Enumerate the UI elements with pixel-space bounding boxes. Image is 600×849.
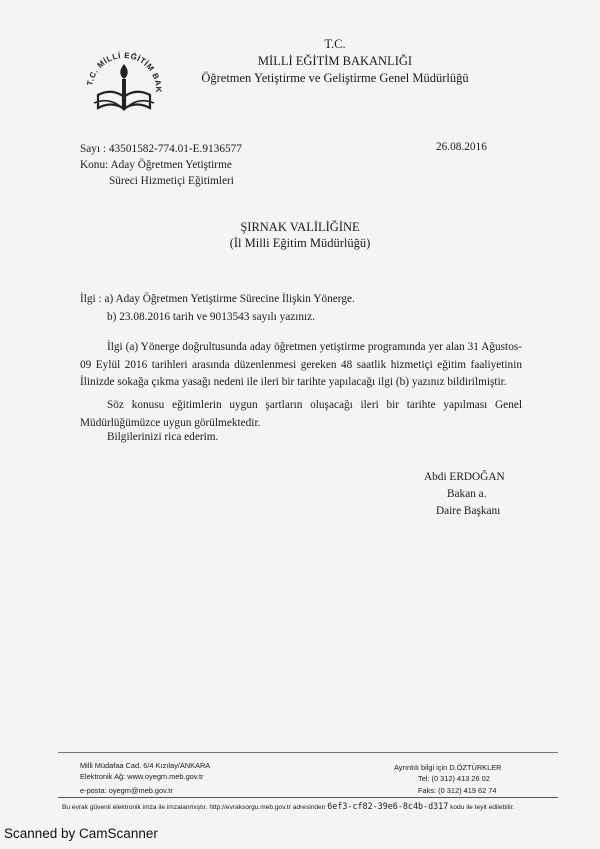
footer-email: e-posta: oyegm@meb.gov.tr (80, 786, 173, 795)
scanner-watermark: Scanned by CamScanner (4, 826, 158, 841)
letterhead-directorate: Öğretmen Yetiştirme ve Geliştirme Genel Müdürlüğü (201, 71, 469, 85)
reference-b: b) 23.08.2016 tarih ve 9013543 sayılı yazınız. (107, 311, 316, 323)
footer-network: Elektronik Ağ: www.oyegm.meb.gov.tr (80, 772, 204, 781)
recipient-line-1: ŞIRNAK VALİLİĞİNE (240, 220, 360, 234)
subject-line-1: Konu: Aday Öğretmen Yetiştirme (80, 159, 232, 171)
recipient-line-2: (İl Milli Eğitim Müdürlüğü) (229, 236, 371, 250)
footer-address: Milli Müdafaa Cad. 6/4 Kızılay/ANKARA (80, 761, 211, 770)
verification-line (62, 801, 514, 813)
footer-contact: Ayrıntılı bilgi için D.ÖZTÜRKLER (394, 763, 502, 772)
verification-prefix: Bu evrak güvenli elektronik imza ile imzalanmıştır. http://evraksorgu.meb.gov.tr adresinden (62, 804, 326, 811)
verification-suffix: kodu ile teyit edilebilir. (450, 804, 515, 811)
footer-divider (58, 752, 558, 753)
verification-code: 6ef3-cf82-39e6-8c4b-d317 (327, 801, 449, 811)
logo-ring-text: T.C. MİLLİ EĞİTİM BAK (85, 50, 164, 94)
subject-line-2: Süreci Hizmetiçi Eğitimleri (109, 175, 234, 187)
document-date: 26.08.2016 (436, 141, 487, 153)
signer-name: Abdi ERDOĞAN (424, 471, 505, 483)
body-paragraph-2: Söz konusu eğitimlerin uygun şartların oluşacağı ileri bir tarihte yapılması Genel Müdürlüğümüzce uygun görülmektedir. (80, 399, 522, 429)
body-paragraph-3: Bilgilerinizi rica ederim. (107, 431, 219, 443)
footer-fax: Faks: (0 312) 419 62 74 (418, 786, 497, 795)
signer-title-2: Daire Başkanı (436, 505, 501, 517)
body-paragraph-1: İlgi (a) Yönerge doğrultusunda aday öğretmen yetiştirme programında yer alan 31 Ağustos- 09 Eylül 2016 tarihleri arasında düzenlenmesi gereken 48 saatlik hizmetiçi eğitim faaliyetinin İlinizde sokağa çıkma yasağı nedeni ile ileri bir tarihte yapılacağı ilgi (b) yazınız bildirilmiştir. (80, 341, 522, 388)
letterhead-country: T.C. (324, 37, 346, 51)
footer-tel: Tel: (0 312) 413 26 02 (418, 774, 490, 783)
document-number: Sayı : 43501582-774.01-E.9136577 (80, 143, 242, 155)
signer-title-1: Bakan a. (447, 488, 487, 500)
footer-divider-2 (58, 797, 558, 798)
reference-a: İlgi : a) Aday Öğretmen Yetiştirme Sürecine İlişkin Yönerge. (80, 293, 355, 305)
letterhead-ministry: MİLLİ EĞİTİM BAKANLIĞI (257, 54, 413, 68)
